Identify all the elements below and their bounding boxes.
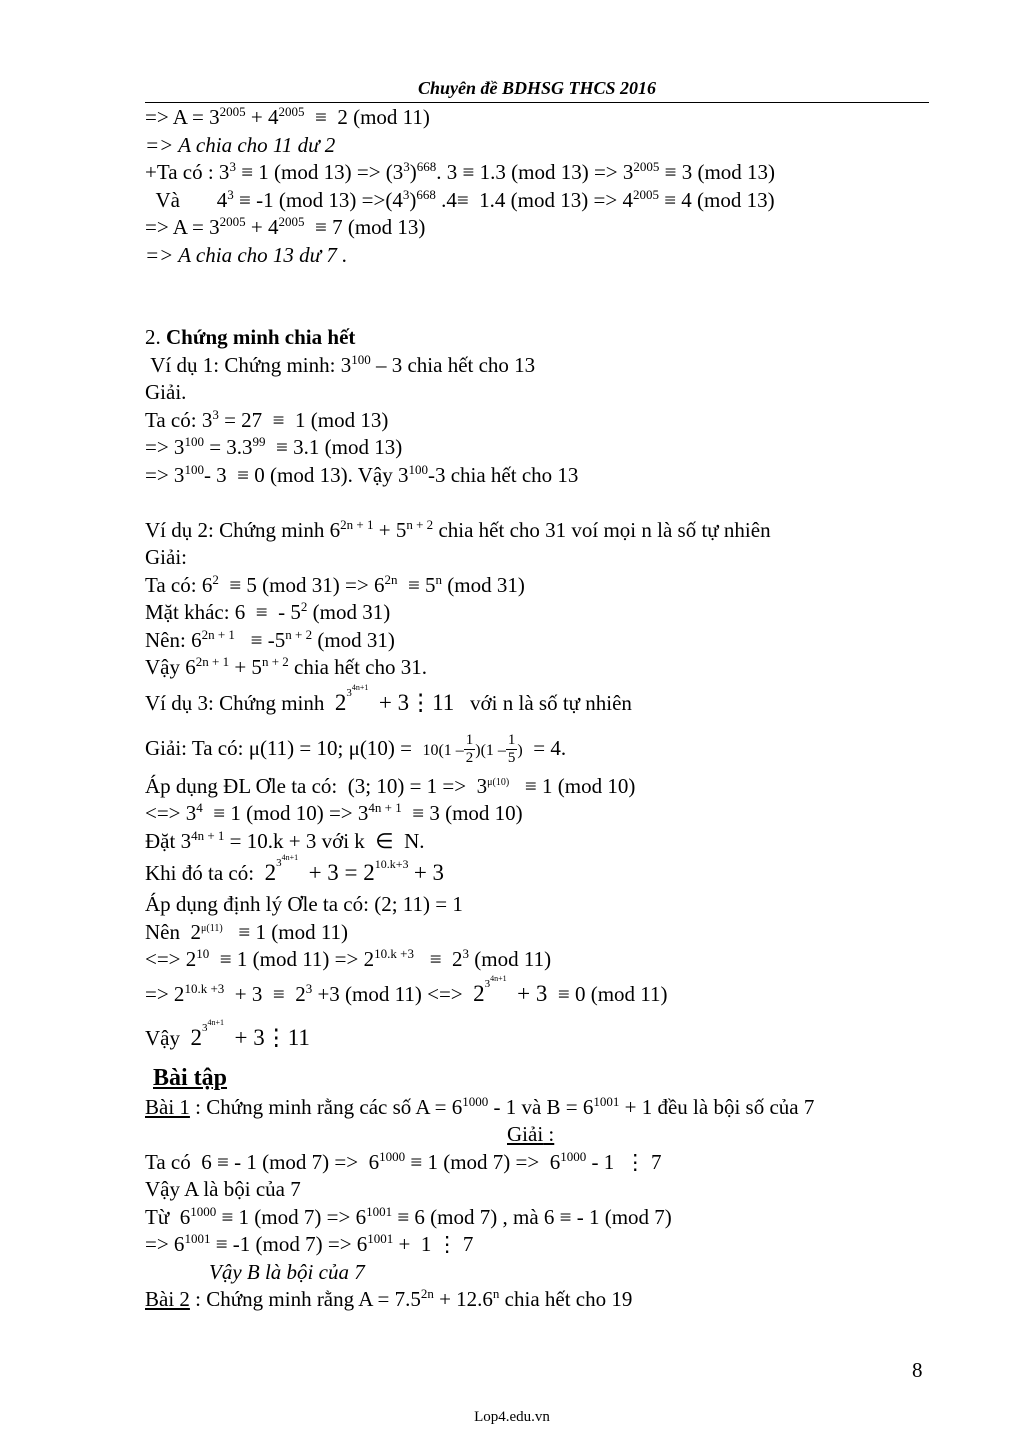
fraction-one-half: $\frac{1}{2}$ [465, 732, 474, 767]
ex2-step-3: Nên: $6^{2n + 1} \equiv -5^{n + 2}$ (mod 31) [145, 626, 395, 652]
example-3-statement: Ví dụ 3: Chứng minh $2^{3^{4n+1}}$ + 3⋮11 với n là số tự nhiên [145, 682, 632, 715]
ex3-step-5: <=> $2^{10} \equiv 1$ (mod $11) => 2^{10.k +3} \equiv 2^3$ (mod 11) [145, 946, 552, 971]
fraction-one-fifth: $\frac{1}{5}$ [507, 732, 516, 767]
ex1-step-1: Ta có: $3^3 = 27 \equiv 1$ (mod 13) [145, 406, 389, 432]
apply-euler-2: Áp dụng định lý Ơle ta có: (2; 11) = 1 [145, 892, 463, 916]
example-1-statement: Ví dụ 1: Chứng minh: $3^{100} - 3$ chia hết cho 13 [150, 351, 536, 377]
footer-site: Lop4.edu.vn [474, 1409, 550, 1425]
ex3-step-6: => $2^{10.k +3} + 3 \equiv 2^3 +3$ (mod 11) <=> $2^{3^{4n+1}} + 3 \equiv 0$ (mod 11) [145, 973, 668, 1006]
b1-conclusion-b: Vậy B là bội của 7 [209, 1259, 365, 1284]
exercise-1-statement: Bài 1 : Chứng minh rằng các số $A = 6^{1000} - 1$ và $B = 6^{1001} + 1$ đều là bội số của 7 [145, 1093, 815, 1119]
ex2-conclusion: Vậy $6^{2n + 1} + 5^{n + 2}$ chia hết cho 31. [145, 654, 427, 679]
line-4-mod-13: Và $4^3 \equiv -1$ (mod $13) =>(4^3)^{668}$ .4≡ 1.4 (mod $13) => 4^{2005} \equiv 4$ (mod 13) [155, 186, 775, 212]
page-header: Chuyên đề BDHSG THCS 2016 [417, 78, 657, 98]
apply-euler-1: Áp dụng ĐL Ơle ta có: (3; $10) = 1 => 3^{\mu(10)} \equiv 1$ (mod 10) [145, 773, 636, 798]
solution-label: Giải. [145, 380, 187, 404]
solution-label: Giải: [145, 545, 187, 569]
exercise-1-solution-label: Giải : [507, 1122, 555, 1146]
line-a-mod-11: => $A = 3^{2005} + 4^{2005} \equiv 2$ (mod 11) [145, 104, 430, 129]
ex2-step-2: Mặt khác: 6 ≡ - $5^2$ (mod 31) [145, 599, 391, 624]
ex3-step-1: <=> $3^4 \equiv 1$ (mod $10) => 3^{4n + 1} \equiv 3$ (mod 10) [145, 800, 523, 825]
ex2-step-1: Ta có: $6^2 \equiv 5$ (mod $31) => 6^{2n} \equiv 5^n$ (mod 31) [145, 571, 525, 597]
line-remainder-13: => A chia cho 13 dư 7 . [145, 242, 348, 267]
exercise-2-statement: Bài 2 : Chứng minh rằng $A = 7.5^{2n} + 12.6^n$ chia hết cho 19 [145, 1286, 633, 1311]
ex3-conclusion: Vậy $2^{3^{4n+1}}$ + 3⋮11 [145, 1017, 310, 1050]
b1-step-3: => $6^{1001} \equiv -1$ (mod $7) => 6^{1001} + 1$ ⋮ 7 [145, 1231, 474, 1256]
ex1-step-3: => $3^{100}-$ 3 ≡ 0 (mod 13). Vậy $3^{100}-3$ chia hết cho 13 [145, 461, 579, 487]
ex3-step-3: Khi đó ta có: $2^{3^{4n+1}} + 3 = 2^{10.k+3} + 3$ [145, 853, 445, 885]
b1-conclusion-a: Vậy A là bội của 7 [145, 1177, 301, 1201]
exercises-heading: Bài tập [153, 1064, 228, 1091]
b1-step-1: Ta có 6 ≡ - 1 (mod $7) => 6^{1000} \equiv 1$ (mod $7) => 6^{1000} - 1$ ⋮ 7 [145, 1148, 662, 1174]
page-number: 8 [912, 1358, 923, 1382]
ex3-step-2: Đặt $3^{4n + 1} = 10.k + 3$ với k ∈ N. [145, 827, 425, 853]
line-remainder-11: => A chia cho 11 dư 2 [145, 132, 336, 157]
line-3-mod-13: +Ta có : $3^3 \equiv 1$ (mod $13) => (3^3)^{668}$. 3 ≡ 1.3 (mod $13) => 3^{2005} \equiv 3$ (mod 13) [145, 159, 776, 184]
example-2-statement: Ví dụ 2: Chứng minh $6^{2n + 1} + 5^{n + 2}$ chia hết cho 31 voí mọi n là số tự nhiên [145, 516, 771, 542]
ex3-step-4: Nên $2^{\mu(11)} \equiv 1$ (mod 11) [145, 919, 349, 944]
euler-phi-computation: Giải: Ta có: μ(11) = 10; μ(10) = 10(1 – $\frac{1}{2}$ )(1 – $\frac{1}{5}$ ) = 4. [145, 732, 567, 767]
document-body [145, 104, 935, 1314]
section-2-heading: 2. Chứng minh chia hết [145, 325, 356, 349]
b1-step-2: Từ $6^{1000} \equiv 1$ (mod $7) => 6^{1001} \equiv 6$ (mod 7) , mà 6 ≡ - 1 (mod 7) [145, 1203, 672, 1229]
line-a-mod-13: => $A = 3^{2005} + 4^{2005} \equiv 7$ (mod 13) [145, 214, 426, 239]
header-rule [145, 102, 929, 103]
ex1-step-2: => $3^{100} = 3.3^{99} \equiv 3.1$ (mod 13) [145, 434, 403, 459]
